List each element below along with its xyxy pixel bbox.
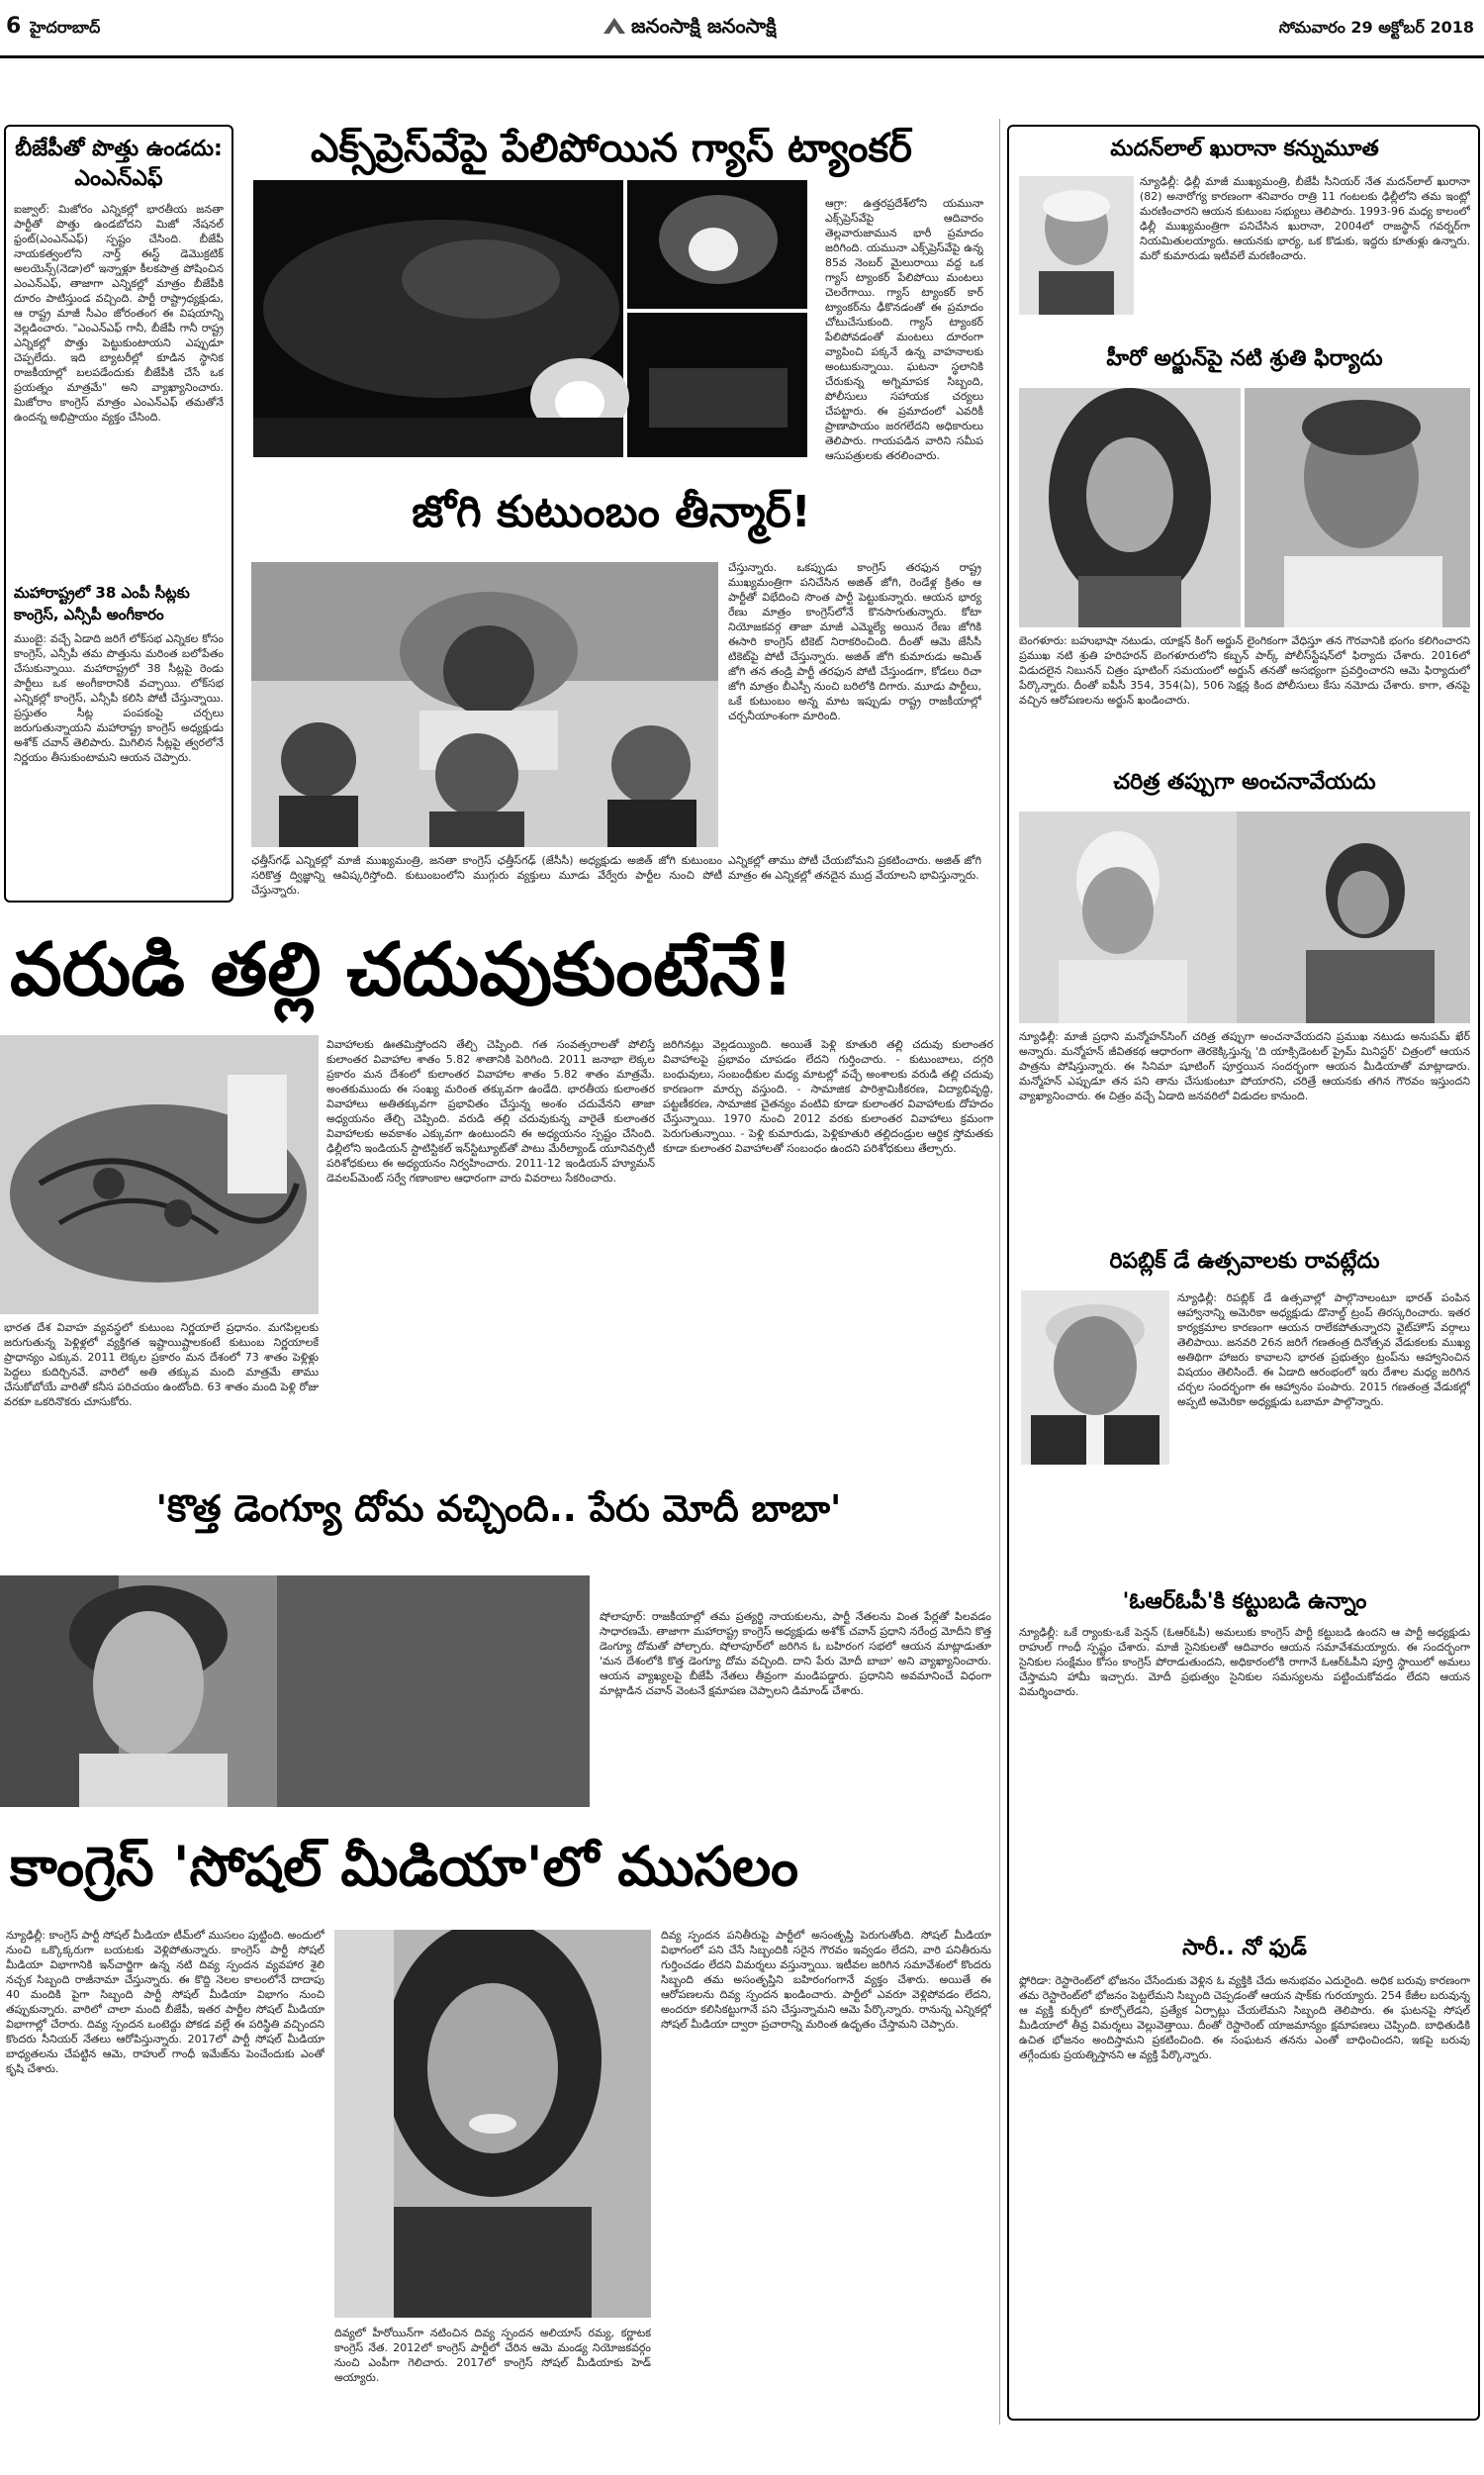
left-news-box [4,125,233,903]
chatra-body: న్యూఢిల్లీ: మాజీ ప్రధాని మన్మోహన్‌సింగ్ చరిత్ర తప్పుగా అంచనావేయదని ప్రముఖ నటుడు అనుపమ్ ఖేర్ అన్నారు. మన్మోహన్ జీవితకథ ఆధారంగా తెరకెక్కిస్తున్న 'ది యాక్సిడెంటల్ ప్రైమ్ మినిస్టర్' చిత్రంలో ఆయన పాత్రను పోషిస్తున్నారు. ఈ సినిమా షూటింగ్ పూర్తయిన సందర్భంగా ఆయన మీడియాతో మాట్లాడారు. మన్మోహన్ ఎప్పుడూ తన పని తాను చేసుకుంటూ పోయారని, చరిత్రే ఆయనకు తగిన గౌరవం ఇస్తుందని వ్యాఖ్యానించారు. ఈ చిత్రం వచ్చే ఏడాది జనవరిలో విడుదల కానుంది. [1019,1030,1470,1102]
mother-story-body: వివాహాలకు ఊతమిస్తోందని తేల్చి చెప్పింది. గత సంవత్సరాలతో పోలిస్తే కులాంతర వివాహాల శాతం 5.82 శాతానికి పెరిగింది. 2011 జనాభా లెక్కల ప్రకారం మన దేశంలో కులాంతర వివాహాల శాతం 5.82 శాతం మాత్రమే. అంతకుముందు ఈ సంఖ్య మరింత తక్కువగా ఉండేది. భారతీయ కులాంతర వివాహాలు అతితక్కువగా ప్రభావితం చేస్తున్న అంశం చదువేనని తాజా అధ్యయనం తేల్చి చెప్పింది. వరుడి తల్లి చదువుకున్న వారైతే కులాంతర వివాహాలకు అవకాశం ఎక్కువగా ఉంటుందని ఈ అధ్యయనం స్పష్టం చేసింది. ఢిల్లీలోని ఇండియన్ స్టాటిస్టికల్ ఇన్‌స్టిట్యూట్‌తో పాటు మేరీల్యాండ్ యూనివర్సిటీ పరిశోధకులు ఈ అధ్యయనం నిర్వహించారు. 2011-12 ఇండియన్ హ్యూమన్ డెవలప్‌మెంట్ సర్వే గణాంకాల ఆధారంగా వారు వివరాలు సేకరించారు. [326,1038,655,1185]
issue-date: సోమవారం 29 అక్టోబర్ 2018 [1278,18,1474,37]
actor-arjun-photo [1245,388,1470,627]
jogi-photo-caption: ఛత్తీస్‌గఢ్ ఎన్నికల్లో మాజీ ముఖ్యమంత్రి, జనతా కాంగ్రెస్ ఛత్తీస్‌గఢ్ (జేసీసీ) అధ్యక్షుడు అజిత్ జోగి కుటుంబం సరికొత్త ద్విజ్ఞాన్ని ఆవిష్కరిస్తోంది. కుటుంబంలోని ముగ్గురు వ్యక్తులు మూడు వేర్వేరు పార్టీల నుంచి పోటీ చేస్తున్నారు. [251,854,722,897]
dengue-story-body: షోలాపూర్: రాజకీయాల్లో తమ ప్రత్యర్థి నాయకులను, పార్టీ నేతలను వింత పేర్లతో పిలవడం సాధారణమే. తాజాగా మహారాష్ట్ర కాంగ్రెస్ అధ్యక్షుడు అశోక్ చవాన్ ప్రధాని నరేంద్ర మోదీని కొత్త డెంగ్యూ దోమతో పోల్చారు. షోలాపూర్‌లో జరిగిన ఓ బహిరంగ సభలో ఆయన మాట్లాడుతూ 'మన దేశంలోకి కొత్త డెంగ్యూ దోమ వచ్చింది. దాని పేరు మోదీ బాబా' అని వ్యాఖ్యానించారు. ఆయన వ్యాఖ్యలపై బీజేపీ నేతలు తీవ్రంగా మండిపడ్డారు. ప్రధానిని అవమానించే విధంగా మాట్లాడిన చవాన్ వెంటనే క్షమాపణ చెప్పాలని డిమాండ్ చేశారు. [600,1610,991,1697]
film-still-photo [1019,811,1470,1023]
divya-photo-caption: దివ్యలో హీరోయిన్‌గా నటించిన దివ్య స్పందన అలియాస్ రమ్య, కర్ణాటక కాంగ్రెస్ నేత. 2012లో కాంగ్రెస్ పార్టీలో చేరిన ఆమె మండ్య నియోజకవర్గం నుంచి ఎంపీగా గెలిచారు. 2017లో కాంగ్రెస్ సోషల్ మీడియాకు హెడ్ అయ్యారు. [334,2327,651,2384]
divya-spandana-photo [334,1930,651,2318]
mother-photo-caption: భారత దేశ వివాహ వ్యవస్థలో కుటుంబ నిర్ణయాలే ప్రధానం. మగపిల్లలకు జరుగుతున్న పెళ్లిళ్లలో వ్యక్తిగత ఇష్టాయిష్టాలకంటే కుటుంబ నిర్ణయాలకే ప్రాధాన్యం ఎక్కువ. 2011 లెక్కల ప్రకారం మన దేశంలో 73 శాతం పెళ్లిళ్లు పెద్దలు కుదిర్చినవే. వారిలో అతి తక్కువ మంది మాత్రమే తాము చేసుకోబోయే వారితో కనీస పరిచయం ఉంటోంది. 63 శాతం మంది పెళ్లి రోజు వరకూ ఒకరినొకరు చూసుకోరు. [4,1321,319,1408]
congress-story-headline: కాంగ్రెస్ 'సోషల్ మీడియా'లో ముసలం [10,1835,798,1898]
jogi-family-photo [251,562,718,847]
city-name: హైదరాబాద్ [30,18,101,37]
jogi-story-body: చేస్తున్నారు. ఒకప్పుడు కాంగ్రెస్ తరఫున రాష్ట్ర ముఖ్యమంత్రిగా పనిచేసిన అజిత్ జోగి, రెండేళ్ల క్రితం ఆ పార్టీతో విభేదించి సొంత పార్టీ పెట్టుకున్నారు. ఆయన భార్య రేణు మాత్రం కాంగ్రెస్‌లోనే కొనసాగుతున్నారు. కోటా నియోజకవర్గ తాజా మాజీ ఎమ్మెల్యే అయిన రేణు జోగికి ఈసారి కాంగ్రెస్ టికెట్ నిరాకరించింది. దీంతో ఆమె జేసీసీ టికెట్‌పై పోటీ చేస్తున్నారు. అజిత్ జోగి కుమారుడు అమిత్ జోగి తన తండ్రి పార్టీ తరఫున పోటీ చేస్తుండగా, కోడలు రిచా జోగి మాత్రం బీఎస్పీ నుంచి బరిలోకి దిగారు. మూడు పార్టీలు, ఒకే కుటుంబం అన్న మాట ఇప్పుడు రాష్ట్ర రాజకీయాల్లో చర్చనీయాంశంగా మారింది. [728,561,981,722]
actress-photo [1019,388,1241,627]
left-box-subhead: మహారాష్ట్రలో 38 ఎంపీ సీట్లకు కాంగ్రెస్, ఎన్సీపీ అంగీకారం [14,584,190,623]
left-box-body: ఐజ్వాల్: మిజోరం ఎన్నికల్లో భారతీయ జనతా పార్టీతో పొత్తు ఉండబోదని మిజో నేషనల్ ఫ్రంట్(ఎంఎన్ఎఫ్) స్పష్టం చేసింది. బీజేపీ నాయకత్వంలోని నార్త్ ఈస్ట్ డెమొక్రటిక్ అలయెన్స్(నెడా)లో ఇన్నాళ్లూ కీలకపాత్ర పోషించిన ఎంఎన్ఎఫ్, తాజాగా ఎన్నికల్లో మాత్రం బీజేపీకి దూరం పాటిస్తుండ వచ్చింది. పార్టీ రాష్ట్రాధ్యక్షుడు, ఆ రాష్ట్ర మాజీ సీఎం జోరంతంగ ఈ విషయాన్ని వెల్లడించారు. "ఎంఎన్ఎఫ్ గానీ, బీజేపీ గానీ రాష్ట్ర ఎన్నికల్లో పొత్తు పెట్టుకుంటాయని ఎప్పుడూ చెప్పలేదు. ఇది బ్యాటరీల్లో కూడిన స్థానిక రాజకీయాల్లో బలపడేందుకు బీజేపీకి చేసే ఒక ప్రయత్నం మాత్రమే" అని వ్యాఖ్యానించారు. మిజోరాం కాంగ్రెస్ మాత్రం ఎంఎన్ఎఫ్ తమతోనే ఉందన్న అభిప్రాయం వ్యక్తం చేసింది. [14,203,224,424]
arjun-body: బెంగళూరు: బహుభాషా నటుడు, యాక్షన్ కింగ్ అర్జున్ లైంగికంగా వేధిస్తూ తన గౌరవానికి భంగం కలిగించారని ప్రముఖ నటి శ్రుతి హరిహరన్ బెంగళూరులోని కబ్బన్ పార్క్ పోలీస్‌స్టేషన్‌లో ఫిర్యాదు చేశారు. 2016లో విడుదలైన నిబునన్ చిత్రం షూటింగ్ సమయంలో అర్జున్ తనతో అసభ్యంగా ప్రవర్తించారని ఆమె ఫిర్యాదులో పేర్కొన్నారు. దీంతో ఐపీసీ 354, 354(ఏ), 506 సెక్షన్ల కింద పోలీసులు కేసు నమోదు చేశారు. కాగా, తనపై వచ్చిన ఆరోపణలను అర్జున్ ఖండించారు. [1019,634,1470,707]
masthead [0,0,1484,55]
gas-story-body: ఆగ్రా: ఉత్తరప్రదేశ్‌లోని యమునా ఎక్స్‌ప్రెస్‌వేపై ఆదివారం తెల్లవారుజామున భారీ ప్రమాదం జరిగింది. యమునా ఎక్స్‌ప్రెస్‌వేపై ఉన్న 85వ నెంబర్ మైలురాయి వద్ద ఒక గ్యాస్ ట్యాంకర్ పేలిపోయి మంటలు చెలరేగాయి. గ్యాస్ ట్యాంకర్ కార్ ట్యాంకర్‌ను ఢీకొనడంతో ఈ ప్రమాదం చోటుచేసుకుంది. గ్యాస్ ట్యాంకర్ పేలిపోవడంతో మంటలు దూరంగా వ్యాపించి పక్కనే ఉన్న వాహనాలకు అంటుకున్నాయి. ఘటనా స్థలానికి చేరుకున్న అగ్నిమాపక సిబ్బంది, పోలీసులు సహాయక చర్యలు చేపట్టారు. ఈ ప్రమాదంలో ఎవరికీ ప్రాణాపాయం జరగలేదని అధికారులు తెలిపారు. గాయపడిన వారిని సమీప ఆసుపత్రులకు తరలించారు. [825,197,983,462]
congress-story-body: న్యూఢిల్లీ: కాంగ్రెస్ పార్టీ సోషల్ మీడియా టీమ్‌లో ముసలం పుట్టింది. అందులో నుంచి ఒక్కొక్కరుగా బయటకు వెళ్లిపోతున్నారు. కాంగ్రెస్ పార్టీ సోషల్ మీడియా విభాగానికి ఇన్‌చార్జిగా ఉన్న నటి దివ్య స్పందన వ్యవహార శైలి నచ్చక సిబ్బంది రాజీనామా చేస్తున్నారు. ఈ కొద్ది నెలల కాలంలోనే దాదాపు 40 మందికి పైగా సిబ్బంది పార్టీ సోషల్ మీడియా విభాగం నుంచి తప్పుకున్నారు. వారిలో చాలా మంది బీజేపీ, ఇతర పార్టీల సోషల్ మీడియా విభాగాల్లో చేరారు. దివ్య స్పందన ఒంటెద్దు పోకడ వల్లే ఈ పరిస్థితి వచ్చిందని కొందరు సీనియర్ నేతలు ఆరోపిస్తున్నారు. 2017లో పార్టీ సోషల్ మీడియా బాధ్యతలను చేపట్టిన ఆమె, రాహుల్ గాంధీ ఇమేజ్‌ను పెంచేందుకు ఎంతో కృషి చేశారు. [6,1929,325,2075]
chatra-headline: చరిత్ర తప్పుగా అంచనావేయదు [1113,770,1376,795]
orop-body: న్యూఢిల్లీ: ఒకే ర్యాంకు-ఒకే పెన్షన్ (ఓఆర్ఓపీ) అమలుకు కాంగ్రెస్ పార్టీ కట్టుబడి ఉందని ఆ పార్టీ అధ్యక్షుడు రాహుల్ గాంధీ స్పష్టం చేశారు. మాజీ సైనికులతో ఆదివారం ఆయన సమావేశమయ్యారు. ఈ సందర్భంగా సైనికుల సంక్షేమం కోసం కాంగ్రెస్ పోరాడుతుందని, అధికారంలోకి రాగానే ఓఆర్ఓపీని పూర్తి స్థాయిలో అమలు చేస్తామని హామీ ఇచ్చారు. మోదీ ప్రభుత్వం సైనికుల సమస్యలను పట్టించుకోవడం లేదని ఆయన విమర్శించారు. [1019,1626,1470,1698]
jogi-story-headline: జోగి కుటుంబం తీన్మార్! [412,487,811,537]
paper-name: జనంసాక్షి జనంసాక్షి [631,14,777,38]
food-headline: సారీ.. నో ఫుడ్ [1182,1936,1307,1960]
mother-story-headline: వరుడి తల్లి చదువుకుంటేనే! [10,927,794,1012]
congress-story-body-2: దివ్య స్పందన పనితీరుపై పార్టీలో అసంతృప్తి పెరుగుతోంది. సోషల్ మీడియా విభాగంలో పని చేసే సిబ్బందికి సరైన గౌరవం ఇవ్వడం లేదని, వారి పనితీరును గుర్తించడం లేదని విమర్శలు వస్తున్నాయి. ఇటీవల జరిగిన సమావేశంలో కొందరు సిబ్బంది తమ అసంతృప్తిని బహిరంగంగానే వ్యక్తం చేశారు. అయితే ఈ ఆరోపణలను దివ్య స్పందన ఖండించారు. పార్టీలో ఎవరూ వెళ్లిపోవడం లేదని, అందరూ కలిసికట్టుగానే పని చేస్తున్నామని ఆమె పేర్కొన్నారు. రానున్న ఎన్నికల్లో సోషల్ మీడియా ద్వారా ప్రచారాన్ని మరింత ఉధృతం చేస్తామని చెప్పారు. [661,1929,991,2031]
gas-story-headline: ఎక్స్‌ప్రెస్‌వేపై పేలిపోయిన గ్యాస్ ట్యాంకర్ [310,126,913,171]
khurana-headline: మదన్‌లాల్ ఖురానా కన్నుమూత [1110,137,1379,161]
paper-logo-icon [602,14,627,38]
masthead-rule [0,55,1484,58]
gas-fire-photo [253,180,807,457]
left-box-sub-body: ముంబై: వచ్చే ఏడాది జరిగే లోక్‌సభ ఎన్నికల కోసం కాంగ్రెస్, ఎన్సీపీ తమ పొత్తును మరింత బలోపేతం చేసుకున్నాయి. మహారాష్ట్రలో 38 సీట్లపై రెండు పార్టీలు ఒక అంగీకారానికి వచ్చాయి. లోక్‌సభ ఎన్నికల్లో కాంగ్రెస్, ఎన్సీపీ కలిసి పోటీ చేస్తున్నాయి. ప్రస్తుతం సీట్ల పంపకంపై చర్చలు జరుగుతున్నాయని మహారాష్ట్ర కాంగ్రెస్ అధ్యక్షుడు అశోక్ చవాన్ తెలిపారు. మిగిలిన సీట్లపై త్వరలోనే నిర్ణయం తీసుకుంటామని ఆయన చెప్పారు. [14,632,224,764]
republic-body: న్యూఢిల్లీ: రిపబ్లిక్ డే ఉత్సవాల్లో పాల్గొనాలంటూ భారత్ పంపిన ఆహ్వానాన్ని అమెరికా అధ్యక్షుడు డొనాల్డ్ ట్రంప్ తిరస్కరించారు. ఇతర కార్యక్రమాల కారణంగా ఆయన రాలేకపోతున్నారని వైట్‌హౌస్ వర్గాలు తెలిపాయి. జనవరి 26న జరిగే గణతంత్ర దినోత్సవ వేడుకలకు ముఖ్య అతిథిగా హాజరు కావాలని భారత ప్రభుత్వం ట్రంప్‌ను ఆహ్వానించిన విషయం తెలిసిందే. ఈ ఏడాది ఆరంభంలో ఇరు దేశాల మధ్య జరిగిన చర్చల సందర్భంగా ఈ ఆహ్వానం పంపారు. 2015 గణతంత్ర వేడుకల్లో అప్పటి అమెరికా అధ్యక్షుడు ఒబామా పాల్గొన్నారు. [1177,1291,1470,1408]
khurana-portrait-photo [1019,176,1134,315]
jogi-caption-continued: ఎన్నికల్లో తాము పోటీ చేయబోమని ప్రకటించారు. అజిత్ జోగి మాత్రం ఈ ఎన్నికల్లో తనదైన ముద్ర వేయాలని భావిస్తున్నారు. [728,854,981,882]
republic-body-lower [1019,1471,1470,1577]
trump-photo [1021,1290,1169,1465]
food-body: ఫ్లోరిడా: రెస్టారెంట్‌లో భోజనం చేసేందుకు వెళ్లిన ఓ వ్యక్తికి చేదు అనుభవం ఎదురైంది. అధిక బరువు కారణంగా తమ రెస్టారెంట్‌లో భోజనం పెట్టలేమని సిబ్బంది చెప్పడంతో ఆయన షాక్‌కు గురయ్యారు. 254 కేజీల బరువున్న ఆ వ్యక్తి కుర్చీలో కూర్చోలేడని, ప్రత్యేక ఏర్పాట్లు చేయలేమని సిబ్బంది తెలిపారు. ఈ ఘటనపై సోషల్ మీడియాలో తీవ్ర విమర్శలు వెల్లువెత్తాయి. దీంతో రెస్టారెంట్ యాజమాన్యం క్షమాపణలు చెప్పింది. బాధితుడికి ఉచిత భోజనం అందిస్తామని ప్రకటించింది. ఈ సంఘటన తనను ఎంతో బాధించిందని, ఇకపై బరువు తగ్గేందుకు ప్రయత్నిస్తానని ఆ వ్యక్తి పేర్కొన్నారు. [1019,1974,1470,2061]
arjun-headline: హీరో అర్జున్‌పై నటి శ్రుతి ఫిర్యాదు [1106,346,1383,371]
orop-headline: 'ఓఆర్ఓపీ'కి కట్టుబడి ఉన్నాం [1122,1589,1367,1614]
mother-story-body-2: జరిగినట్లు వెల్లడయ్యింది. అయితే పెళ్లి కూతురి తల్లి చదువు కులాంతర వివాహాలపై ప్రభావం చూపడం లేదని గుర్తించారు. - కుటుంబాలు, దగ్గరి బంధువులు, సంబంధీకుల మధ్య మాటల్లో వచ్చే అంశాలకు వరుడి తల్లి చదువు కారణంగా మార్పు వస్తుంది. - సామాజిక పారిశ్రామికీకరణ, విద్యాభివృద్ధి, పట్టణీకరణ, సామాజిక చైతన్యం వంటివి కూడా కులాంతర వివాహాలకు దోహదం చేస్తున్నాయి. 1970 నుంచి 2012 వరకు కులాంతర వివాహాలు క్రమంగా పెరుగుతున్నాయి. - పెళ్లి కుమారుడు, పెళ్లికూతురి తల్లిదండ్రుల ఆర్థిక స్తోమతకు కూడా కులాంతర వివాహాలతో సంబంధం ఉందని పరిశోధకులు తేల్చారు. [663,1038,993,1155]
mehndi-hands-photo [0,1035,319,1314]
khurana-body: న్యూఢిల్లీ: ఢిల్లీ మాజీ ముఖ్యమంత్రి, బీజేపీ సీనియర్ నేత మదన్‌లాల్ ఖురానా (82) అనారోగ్య కారణంగా శనివారం రాత్రి 11 గంటలకు ఢిల్లీలోని తమ ఇంట్లో మరణించారని ఆయన కుటుంబ సభ్యులు తెలిపారు. 1993-96 మధ్య కాలంలో ఢిల్లీ ముఖ్యమంత్రిగా పనిచేసిన ఖురానా, 2004లో రాజస్థాన్ గవర్నర్‌గా నియమితులయ్యారు. ఆయనకు భార్య, ఒక కొడుకు, ఇద్దరు కూతుళ్లు ఉన్నారు. మరో కుమారుడు ఇటీవలే మరణించారు. [1140,175,1470,262]
right-column-divider [999,119,1000,2425]
dengue-story-headline: 'కొత్త డెంగ్యూ దోమ వచ్చింది.. పేరు మోదీ బాబా' [155,1487,842,1530]
left-box-headline: బీజేపీతో పొత్తు ఉండదు: ఎంఎన్ఎఫ్ [15,137,223,191]
page-number: 6 [6,14,22,39]
dengue-speaker-photo [0,1575,590,1807]
republic-headline: రిపబ్లిక్ డే ఉత్సవాలకు రావట్లేదు [1109,1249,1380,1274]
